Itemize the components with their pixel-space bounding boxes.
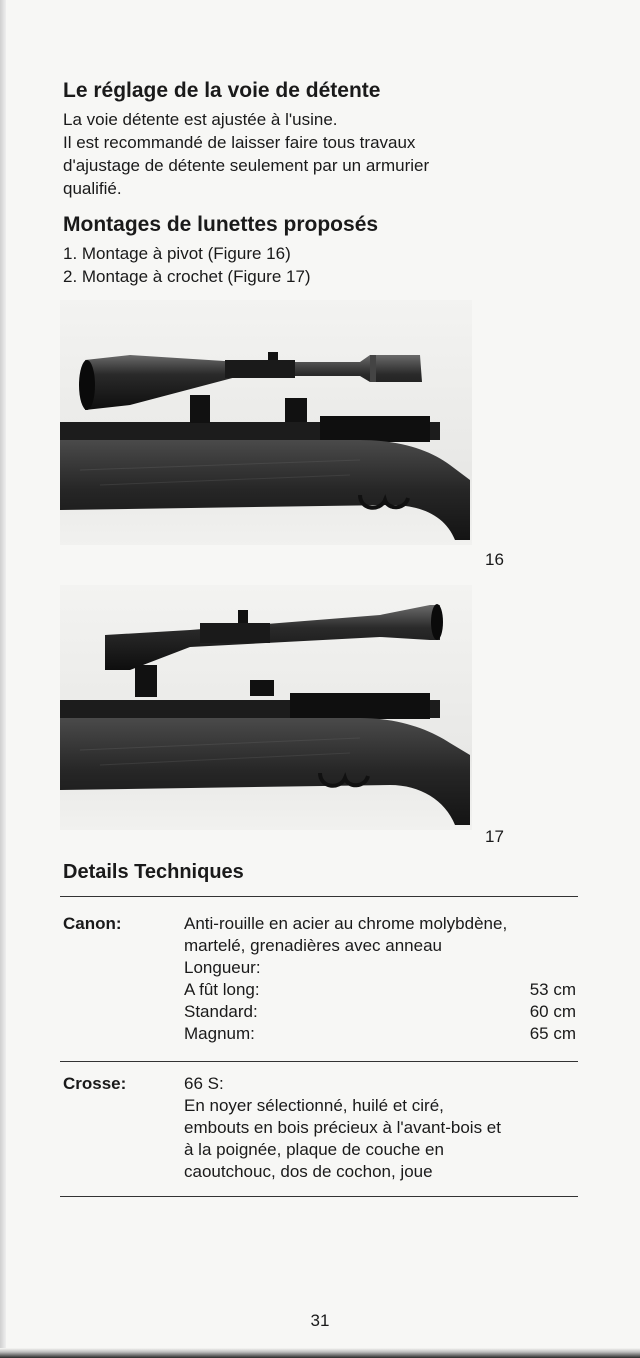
text-line: 66 S:: [184, 1074, 224, 1093]
rifle-claw-mount-image: [60, 585, 472, 830]
figure-17-rifle-photo: [60, 585, 472, 830]
length-name: A fût long:: [184, 980, 260, 999]
list-item: 2. Montage à crochet (Figure 17): [63, 267, 311, 286]
spec-label-canon: Canon:: [63, 914, 122, 933]
text-line: En noyer sélectionné, huilé et ciré,: [184, 1096, 444, 1115]
text-line: Il est recommandé de laisser faire tous travaux: [63, 133, 416, 152]
divider: [60, 896, 578, 897]
heading-technical-details: Details Techniques: [63, 861, 244, 883]
heading-scope-mounts: Montages de lunettes proposés: [63, 213, 379, 236]
spec-value-canon: [184, 913, 578, 1045]
trigger-adjustment-text: [63, 108, 583, 200]
length-row: [184, 1023, 576, 1045]
text-line: caoutchouc, dos de cochon, joue: [184, 1162, 433, 1181]
text-line: d'ajustage de détente seulement par un armurier: [63, 156, 430, 175]
divider: [60, 1196, 578, 1197]
page-left-edge: [0, 0, 6, 1358]
figure-16-rifle-photo: [60, 300, 472, 545]
list-item: 1. Montage à pivot (Figure 16): [63, 244, 291, 263]
length-row: [184, 1001, 576, 1023]
text-line: martelé, grenadières avec anneau: [184, 936, 442, 955]
length-value: 60 cm: [529, 1002, 576, 1021]
page-bottom-edge: [0, 1348, 640, 1358]
length-name: Magnum:: [184, 1024, 255, 1043]
rifle-pivot-mount-image: [60, 300, 472, 545]
figure-16-number: 16: [485, 550, 504, 569]
length-name: Standard:: [184, 1002, 258, 1021]
figure-17-number: 17: [485, 827, 504, 846]
page-number: 31: [310, 1311, 330, 1330]
text-line: qualifié.: [63, 179, 122, 198]
heading-trigger-adjustment: Le réglage de la voie de détente: [63, 79, 381, 102]
spec-label-crosse: Crosse:: [63, 1074, 127, 1093]
spec-value-crosse: [184, 1073, 578, 1183]
scope-mount-list: [63, 242, 583, 288]
length-value: 65 cm: [529, 1024, 576, 1043]
text-line: à la poignée, plaque de couche en: [184, 1140, 444, 1159]
length-row: [184, 979, 576, 1001]
length-value: 53 cm: [529, 980, 576, 999]
text-line: Longueur:: [184, 958, 261, 977]
divider: [60, 1061, 578, 1062]
text-line: La voie détente est ajustée à l'usine.: [63, 110, 338, 129]
text-line: Anti-rouille en acier au chrome molybdène,: [184, 914, 508, 933]
text-line: embouts en bois précieux à l'avant-bois et: [184, 1118, 501, 1137]
